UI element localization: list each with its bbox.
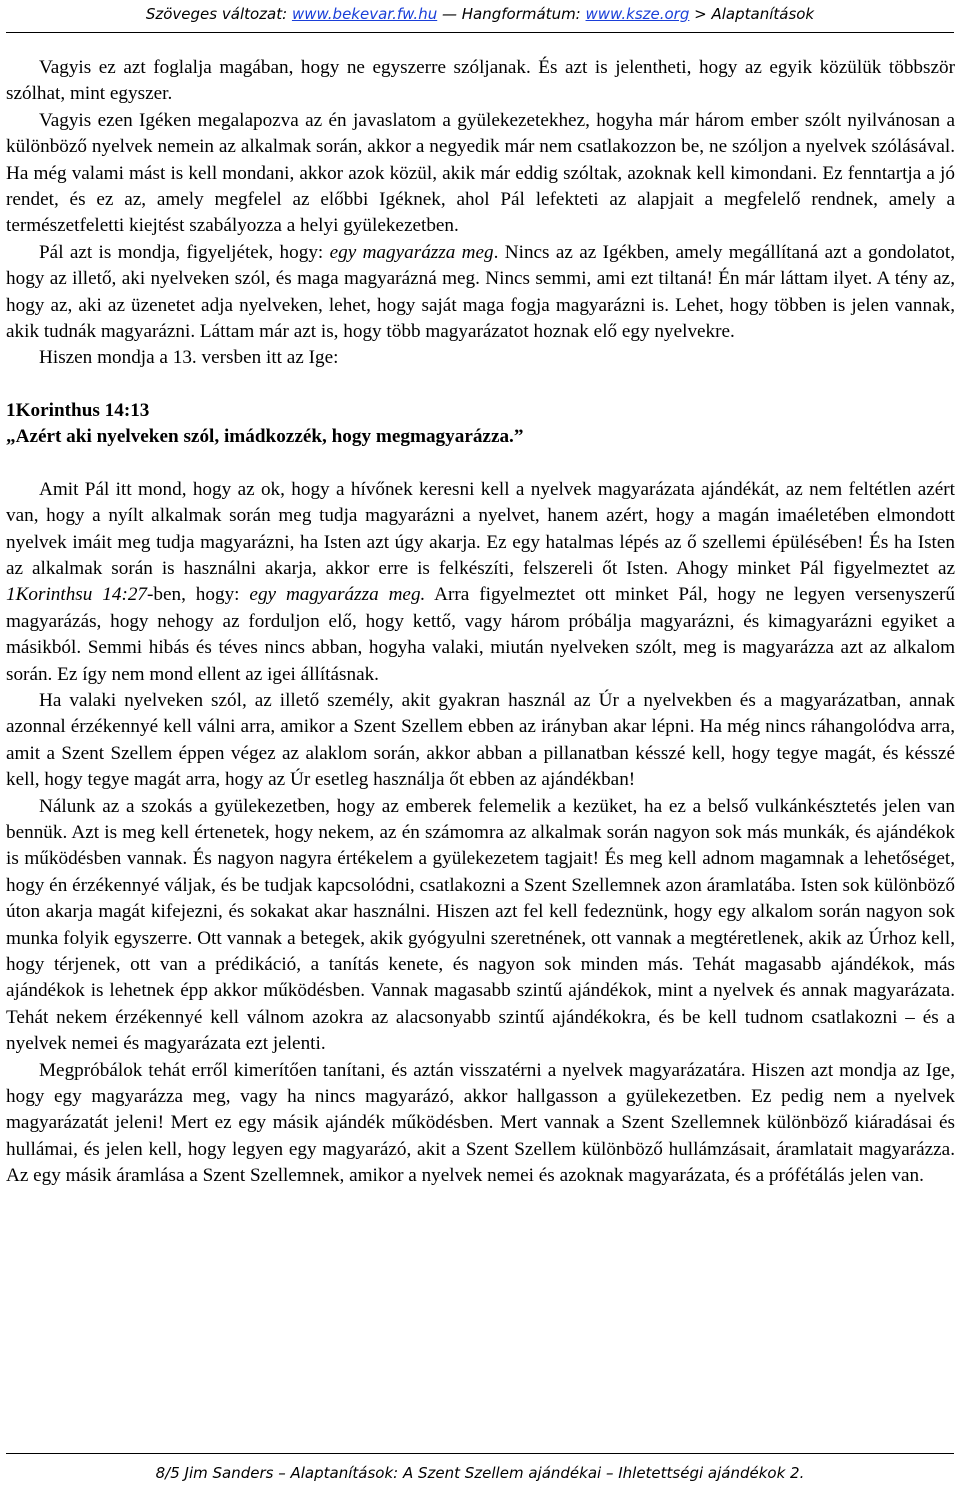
scripture-quote: „Azért aki nyelveken szól, imádkozzék, hogy megmagyarázza.” [6, 426, 524, 448]
paragraph-5-emphasis: egy magyarázza meg. [249, 584, 426, 606]
paragraph-3-emphasis: egy magyarázza meg [329, 241, 494, 263]
header-divider [6, 32, 954, 33]
paragraph-3-part-a: Pál azt is mondja, figyeljétek, hogy: [39, 241, 330, 263]
bekevar-link[interactable]: www.bekevar.fw.hu [291, 5, 438, 23]
paragraph-3-part-b: . Nincs az az Igékben, amely megállítaná azt a gondolatot, hogy az illető, aki nyelveken szól, és maga magyarázná meg. Nincs semmi, ami ezt tiltaná! Én már láttam ilyet. A tény az, hogy az, aki az üzenetet adja nyelveken, lehet, hogy saját maga fogja magyarázni is. Lehet, hogy többen is jelen vannak, akik tudnák magyarázni. Láttam már azt is, hogy több magyarázatot hoznak elő egy nyelvekre. [6, 241, 956, 343]
paragraph-5-reference: 1Korinthsu 14:27 [6, 584, 148, 606]
ksze-link[interactable]: www.ksze.org [585, 5, 690, 23]
header-prefix: Szöveges változat: [145, 5, 292, 23]
document-body [6, 55, 955, 1190]
scripture-reference: 1Korinthus 14:13 [6, 399, 150, 421]
paragraph-6: Ha valaki nyelveken szól, az illető személy, akit gyakran használ az Úr a nyelvekben és a magyarázatban, annak azonnal érzékennyé kell válni arra, amikor a Szent Szellem ebben az irányban akar lépni. Ha még nincs ráhangolódva arra, amit a Szent Szellem éppen végez az alaklom során, akkor abban a pillanatban késszé kell, hogy tegye magát, és késszé kell, hogy tegye magát arra, hogy az Úr esetleg használja őt ebben az ajándékban! [6, 689, 955, 791]
footer-divider [6, 1453, 954, 1454]
header-suffix: > Alaptanítások [689, 5, 815, 23]
paragraph-7: Nálunk az a szokás a gyülekezetben, hogy az emberek felemelik a kezüket, ha ez a belső vulkánkésztetés jelen van bennük. Azt is meg kell értenetek, hogy nekem, az én számomra az alkalmak során nagyon sok más munkák, és ajándékok is működésben vannak. És nagyon nagyra értékelem a gyülekezetem tagjait! És meg kell adnom magamnak a lehetőséget, hogy én érzékennyé váljak, és be tudjak kapcsolódni, csatlakozni a Szent Szellemnek azon áramlatába. Isten sok különböző úton akarja magát kifejezni, és sokakat akar használni. Hiszen azt fel kell fedeznünk, hogy egy alkalom során nagyon sok munka folyik egyszerre. Ott vannak a betegek, akik gyógyulni szeretnének, ott vannak a megtéretlenek, akik az Úrhoz kell, hogy térjenek, ott van a prédikáció, a tanítás kenete, és nagyon sok minden más. Tehát magasabb ajándékok, más ajándékok is lehetnek épp akkor működésben. Vannak magasabb szintű ajándékok, mint a nyelvek és annak magyarázata. Tehát nekem érzékennyé kell válnom azokra az alacsonyabb szintű ajándékokra, és be kell tudnom csatlakozni – és a nyelvek nemei és magyarázata ezt jelenti. [6, 795, 955, 1055]
paragraph-2: Vagyis ezen Igéken megalapozva az én javaslatom a gyülekezetekhez, hogyha már három ember szólt nyilvánosan a különböző nyelvek nemein az alkalmak során, akkor a negyedik már nem csatlakozzon be, ne szóljon a nyelvek szólásával. Ha még valami mást is kell mondani, akkor azok közül, akik már eddig szóltak, azoknak kell kimondani. Ez fenntartja a jó rendet, és ez az, amely megfelel az előbbi Igéknek, ahol Pál lefekteti az alapjait a megfelelő rendnek, amely a természetfeletti kiejtést szabályozza a helyi gyülekezetben. [6, 109, 955, 237]
paragraph-5-part-c: Arra figyelmeztet ott minket Pál, hogy ne legyen versenyszerű magyarázás, hogy nehogy az forduljon elő, hogy kettő, vagy három próbálja magyarázni, és kimagyarázni egyiket a másikból. Semmi hibás és téves nincs abban, hogyha valaki, miután nyelveken szólt, meg is magyarázza azt az alkalom során. Ez így nem mond ellent az igei állításnak. [6, 584, 955, 685]
page-header [0, 4, 960, 24]
paragraph-5 [6, 477, 955, 688]
paragraph-8: Megpróbálok tehát erről kimerítően tanítani, és aztán visszatérni a nyelvek magyarázatára. Hiszen azt mondja az Ige, hogy egy magyarázza meg, vagy ha nincs magyarázó, akkor hallgasson a gyülekezetben. Ez pedig nem a nyelvek magyarázatát jeleni! Mert ez egy másik ajándék működésben. Mert vannak a Szent Szellemnek különböző kiáradásai és hullámai, és jelen kell, hogy legyen egy magyarázó, akit a Szent Szellem különböző hullámzásait, áramlatait magyarázza. Az egy másik áramlása a Szent Szellemnek, amikor a nyelvek nemei és azoknak magyarázata, és a prófétálás jelen van. [6, 1059, 955, 1187]
paragraph-1: Vagyis ez azt foglalja magában, hogy ne egyszerre szóljanak. És azt is jelentheti, hogy az egyik közülük többször szólhat, mint egyszer. [6, 57, 955, 105]
paragraph-3 [6, 240, 955, 346]
paragraph-5-part-b: -ben, hogy: [147, 584, 250, 606]
header-middle: — Hangformátum: [437, 5, 586, 23]
page-footer: 8/5 Jim Sanders – Alaptanítások: A Szent Szellem ajándékai – Ihletettségi ajándékok 2. [155, 1464, 805, 1482]
paragraph-5-part-a: Amit Pál itt mond, hogy az ok, hogy a hívőnek keresni kell a nyelvek magyarázata ajándékát, az nem feltétlen azért van, hogy a nyílt alkalmak során meg tudja magyarázni a nyelvet, hanem azért, hogy a magán imaéletében elmondott nyelvek imáit meg tudja magyarázni, ha Isten azt úgy akarja. Ez egy hatalmas lépés az ő szellemi épülésében! És ha Isten az alkalmak során is használni akarja, akkor erre is felkészíti, felszereli őt Isten. Ahogy minket Pál figyelmeztet az [6, 478, 955, 579]
paragraph-4: Hiszen mondja a 13. versben itt az Ige: [39, 347, 339, 369]
